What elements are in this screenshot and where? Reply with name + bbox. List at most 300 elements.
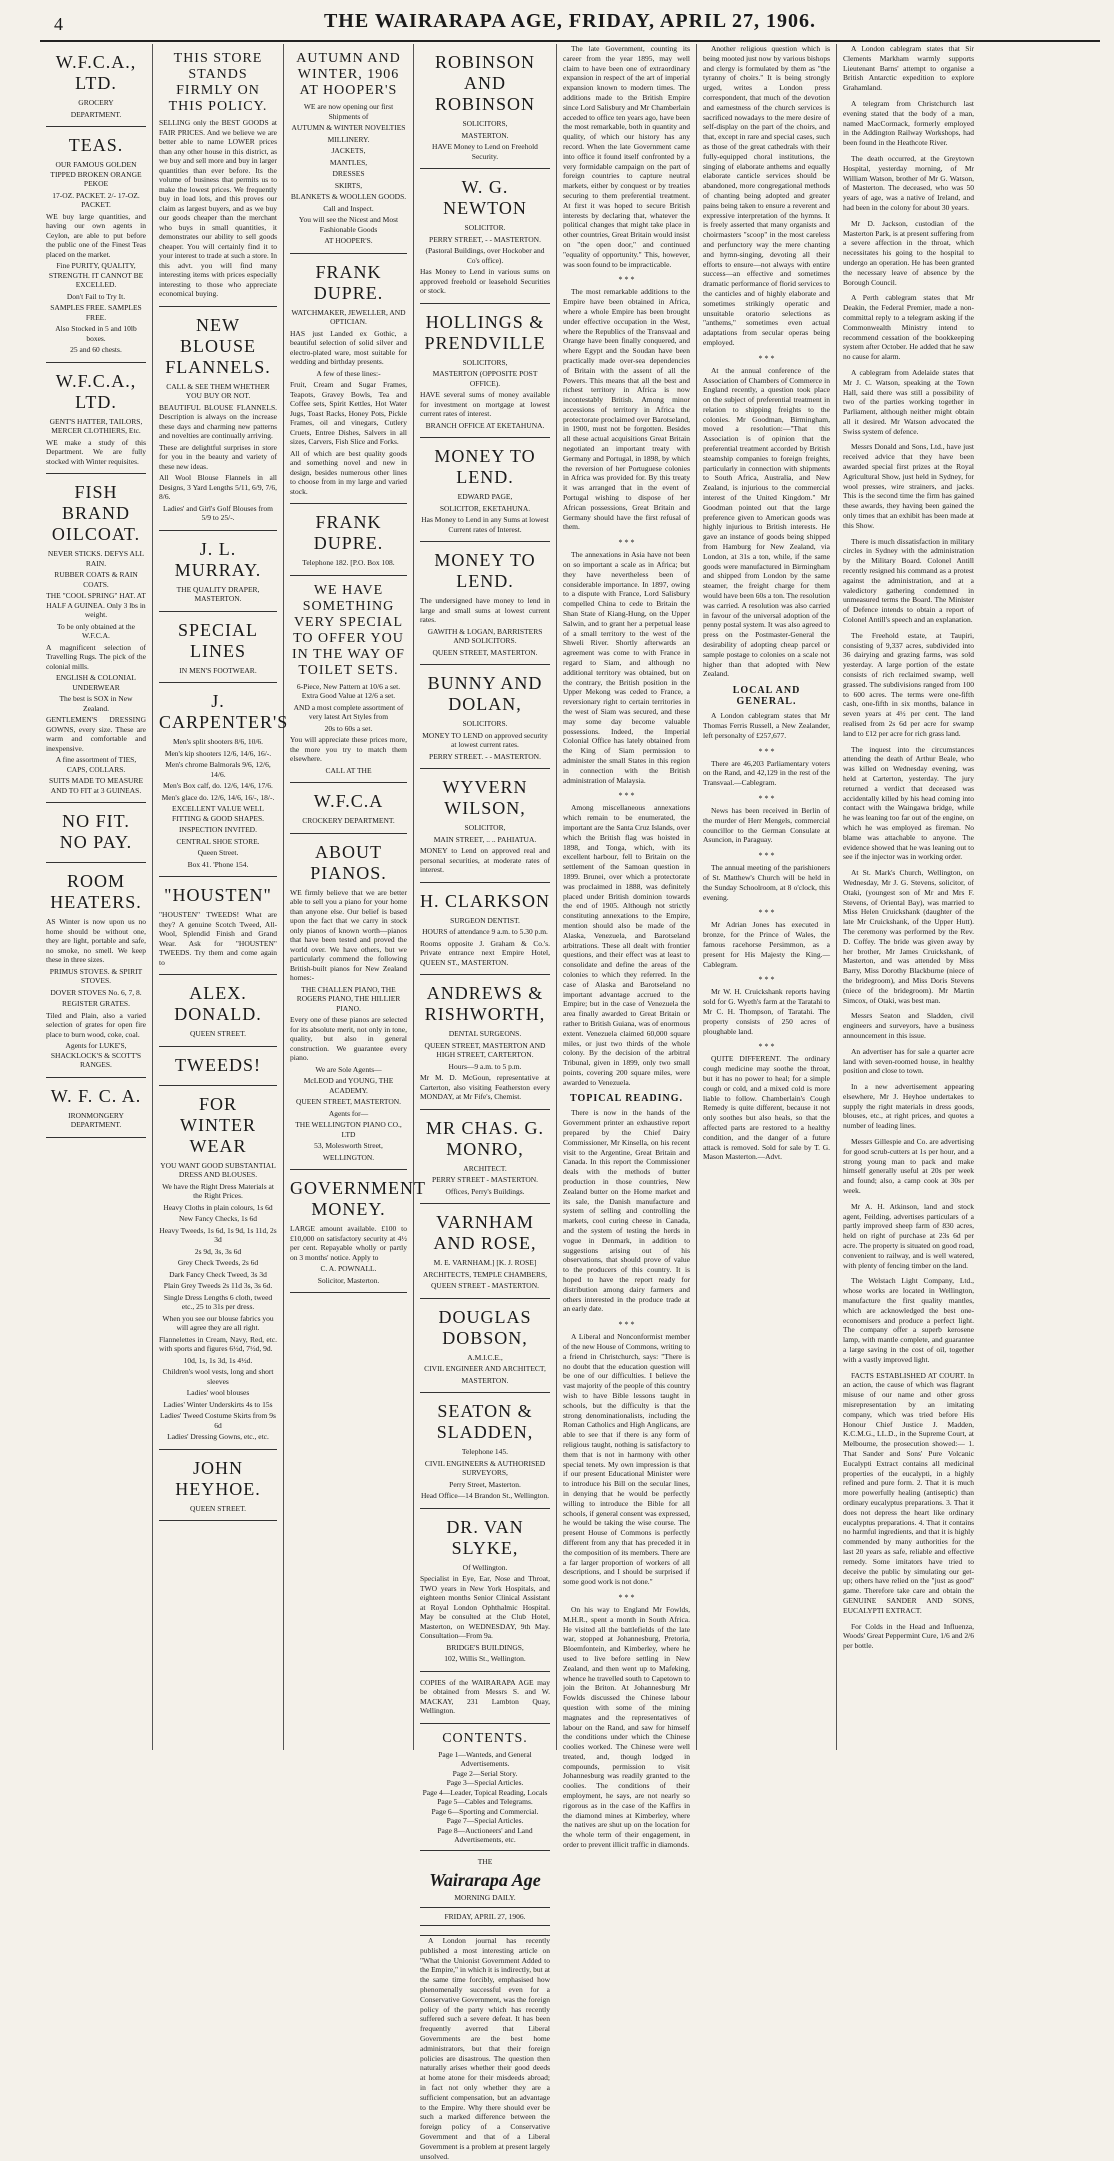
col4-ad: [420, 1110, 550, 1205]
ad-heading: W. G. NEWTON: [443, 177, 527, 218]
masthead: [40, 6, 1100, 42]
ad-text: A few of these lines:-: [316, 368, 381, 378]
local-paragraph: At St. Mark's Church, Wellington, on Wednesday, Mr J. G. Stevens, solicitor, of Otaki, (youngest son of Mr and Mrs F. Stevens, of Oriental Bay), was married to Miss Helen Cruickshank (daughter of the late Mr Cruickshank, of the Upper Hutt). The ceremony was performed by the Rev. D. Coffey. The bride was given away by her brother, Mr James Cruickshank, of Masterton, and was attended by Miss Barry, Miss Dorothy Blackburne (niece of the bridegroom), and Miss Doris Stevens (niece of the bridegroom). Mr Martin Simcox, of Otaki, was best man.: [843, 868, 974, 1005]
ad-text: CALL & SEE THEM WHETHER YOU BUY OR NOT.: [166, 381, 270, 400]
ad-text: Single Dress Lengths 6 cloth, tweed etc., 25 to 31s per dress.: [163, 1292, 273, 1311]
col2-ad: [159, 307, 277, 531]
col2-ad: [159, 975, 277, 1047]
ad-text: McLEOD and YOUNG, THE ACADEMY.: [303, 1076, 394, 1095]
ad-text: THE CHALLEN PIANO, THE ROGERS PIANO, THE HILLIER PIANO.: [296, 984, 401, 1013]
ad-text: M. E. VARNHAM.] [K. J. ROSE]: [433, 1258, 537, 1267]
topical-reading: [563, 1108, 690, 1849]
ad-text: ENGLISH & COLONIAL UNDERWEAR: [56, 673, 136, 692]
ad-text: The best is SOX in New Zealand.: [59, 694, 133, 713]
col2-ad: [159, 877, 277, 975]
ad-text: DEPARTMENT.: [70, 109, 122, 119]
col2-ad: [159, 531, 277, 612]
ad-text: EDWARD PAGE,: [457, 492, 513, 501]
ad-text: The undersigned have money to lend in large and small sums at lowest current rates.: [420, 596, 550, 624]
contents-item: Page 4—Leader, Topical Reading, Locals: [422, 1787, 548, 1797]
column-3: [284, 44, 426, 1750]
ad-text: SELLING only the BEST GOODS at FAIR PRICES. And we believe we are better able to name LOWER prices than any other house in this district, as we buy and sell more and buy in larger quantities than ever before. Its the volume of business that permits us to make the lowest prices. We frequently buy in load lots, and this proves our claim as largest buyers, and as we buy our goods cheaper than the merchant who buys in small quantities, it demonstrates our ability to sell goods cheaper. You will certainly find it to your interest to trade at such a store. In this advt. you will find many interesting items with prices especially interesting to those who appreciate economical buying.: [159, 118, 277, 298]
ad-text: Queen Street.: [197, 848, 239, 857]
ad-heading: TEAS.: [68, 135, 124, 155]
ad-text: BLANKETS & WOOLLEN GOODS.: [290, 192, 407, 201]
ad-text: We are Sole Agents—: [315, 1064, 382, 1074]
ad-text: 2s 9d, 3s, 3s 6d: [194, 1246, 242, 1256]
ad-text: Box 41. 'Phone 154.: [187, 859, 249, 869]
ad-text: Men's split shooters 8/6, 10/6.: [172, 737, 264, 746]
ad-text: IN MEN'S FOOTWEAR.: [179, 665, 257, 675]
ad-text: GAWITH & LOGAN, BARRISTERS AND SOLICITORS.: [427, 626, 543, 645]
ad-text: Agents for—: [328, 1108, 369, 1118]
ad-text: Telephone 145.: [461, 1447, 509, 1456]
ad-text: PERRY STREET, - - MASTERTON.: [429, 234, 541, 244]
topical-paragraph: A Liberal and Nonconformist member of the new House of Commons, writing to a friend in Christchurch, says: "There is no doubt that the education question will be one of our difficulties. I believe the vast majority of the people of this country wish to have Bible lessons taught in schools, but the difficulty is that the strong denominationalists, including the Roman Catholics and High Anglicans, are able to see that if there is any form of religious taught, nothing is satisfactory to them that is not in harmony with other special tenets. My own impression is that if our present Educational Minister were to introduce his Bill on the secular lines, in denying that he would be perfectly willing to introduce the Bible for all schools, if general consent was expressed, he would be taking the wise course. The present House of Commons is perfectly different from any that has preceded it in the composition of its members. There are a far larger proportion of workers of all descriptions, and I should be surprised if some good work is not done.": [563, 1332, 690, 1587]
separator-stars: * * *: [618, 791, 635, 801]
ad-text: ARCHITECTS, TEMPLE CHAMBERS,: [422, 1269, 548, 1279]
contents-item: Page 3—Special Articles.: [446, 1778, 524, 1787]
ad-text: BEAUTIFUL BLOUSE FLANNELS. Description is always on the increase these days and charming new patterns and novelties are continually arriving.: [159, 402, 277, 440]
ad-text: HOURS of attendance 9 a.m. to 5.30 p.m.: [422, 927, 548, 936]
ad-heading: MONEY TO LEND.: [434, 446, 536, 487]
ad-heading: THIS STORE STANDS FIRMLY ON THIS POLICY.: [168, 51, 268, 114]
ad-text: DOVER STOVES No. 6, 7, 8.: [50, 987, 142, 997]
local-paragraph: There are 46,203 Parliamentary voters on the Rand, and 42,129 in the rest of the Transvaal.—Cablegram.: [703, 758, 830, 788]
column-7: [837, 44, 980, 1750]
ad-text: DENTAL SURGEONS.: [448, 1029, 522, 1038]
col4-ad: [420, 1204, 550, 1299]
local-paragraph: A telegram from Christchurch last evening stated that the body of a man, named MacCormack, formerly employed in the Addington Railway Workshops, had been found in the Heathcote River.: [843, 98, 974, 148]
ad-text: 20s to 60s a set.: [324, 723, 373, 733]
ad-text: New Fancy Checks, 1s 6d: [178, 1214, 258, 1223]
col4-ad: [420, 1393, 550, 1509]
ad-heading: ABOUT PIANOS.: [310, 841, 387, 883]
column-2: [153, 44, 289, 1750]
local-paragraph: News has been received in Berlin of the murder of Herr Mengels, commercial councillor to the German Consulate at Asuncion, in Paraguay.: [703, 805, 830, 845]
ad-text: SAMPLES FREE. SAMPLES FREE.: [50, 303, 142, 322]
ad-text: Ladies' Tweed Costume Skirts from 9s 6d: [160, 1411, 276, 1430]
contents-item: Page 5—Cables and Telegrams.: [437, 1797, 533, 1806]
ad-text: QUEEN STREET, MASTERTON.: [295, 1097, 402, 1106]
ad-text: You will appreciate these prices more, the more you try to match them elsewhere.: [290, 735, 407, 763]
col3-ad: [290, 44, 407, 254]
local-paragraph: QUITE DIFFERENT. The ordinary cough medicine may soothe the throat, but it has no power to heal; for a simple cough or cold, and a mixed cold is more liable to follow. Chamberlain's Cough Remedy is quite different, because it not only soothes but also heals, so that the affected parts are restored to a healthy condition, and the danger of a future attack is removed. Sold for sale by T. G. Mason Masterton.—Advt.: [703, 1054, 830, 1162]
masthead-title: THE WAIRARAPA AGE, FRIDAY, APRIL 27, 1906.: [323, 10, 817, 32]
separator-stars: * * *: [758, 353, 775, 363]
ad-heading: AUTUMN AND WINTER, 1906 AT HOOPER'S: [296, 51, 401, 98]
ad-heading: BUNNY AND DOLAN,: [427, 673, 543, 714]
ad-text: THE QUALITY DRAPER, MASTERTON.: [176, 584, 260, 603]
ad-heading: GOVERNMENT MONEY.: [290, 1178, 426, 1219]
ad-text: HAVE several sums of money available for investment on mortgage at lowest current rates of interest.: [420, 390, 550, 418]
ad-text: QUEEN STREET - MASTERTON.: [430, 1281, 540, 1290]
ad-text: Telephone 182. [P.O. Box 108.: [302, 558, 395, 567]
ad-heading: NO FIT. NO PAY.: [59, 811, 133, 852]
nameplate-date: FRIDAY, APRIL 27, 1906.: [444, 1911, 526, 1921]
ad-text: PRIMUS STOVES. & SPIRIT STOVES.: [49, 966, 143, 985]
ad-text: A magnificent selection of Travelling Rugs. The pick of the colonial mills.: [46, 642, 146, 671]
ad-heading: DOUGLAS DOBSON,: [438, 1306, 532, 1348]
ad-text: SOLICITOR,: [464, 823, 506, 832]
ad-text: Also Stocked in 5 and 10lb boxes.: [55, 324, 137, 343]
contents-item: Page 2—Serial Story.: [452, 1768, 518, 1778]
contents-item: Page 6—Sporting and Commercial.: [431, 1806, 539, 1816]
ad-text: 25 and 60 chests.: [70, 345, 122, 354]
local-paragraph: FACTS ESTABLISHED AT COURT. In an action, the cause of which was flagrant misuse of our name and other gross misrepresentation by an imitating company, which was tried before His Honour Chief Justice J. Madden, K.C.M.G., LL.D., in the Supreme Court, at Melbourne, the prosecution showed:— 1. That Sander and Sons' Pure Volcanic Eucalypti Extract contains all medicinal properties of the eucalypti, in a highly refined and pure form. 2. That it is much more powerfully healing (antiseptic) than ordinary eucalyptus preparations. 3. That it does not depress the heart like ordinary eucalyptus preparations. 4. That it contains no harmful ingredients, and that it is highly commended by many authorities for the last 20 years as safe, reliable and effective remedy. Some imitators have tried to deceive the public by simulating our get-up; others have relied on the "just as good" game. Therefore take care and obtain the GENUINE SANDER AND SONS, EUCALYPTI EXTRACT.: [843, 1370, 974, 1615]
ad-text: INSPECTION INVITED.: [179, 825, 257, 834]
col4-ad: [420, 883, 550, 976]
ad-text: Offices, Perry's Buildings.: [445, 1186, 525, 1196]
col3-ad: [290, 576, 407, 784]
col4-ad: [420, 542, 550, 665]
col3-ad: [290, 834, 407, 1171]
local-paragraph: The inquest into the circumstances attending the death of Arthur Beale, who was killed on Wednesday evening, was held at Carterton, yesterday. The jury returned a verdict that deceased was accidentally killed by his head coming into contact with the Waingawa bridge, while he was leaning too far out of the engine, on which he was employed as fireman. No blame was attachable to anyone. The evidence showed that he was leaning out to see if the injector was in working order.: [843, 744, 974, 862]
ad-text: SOLICITORS.: [462, 719, 508, 728]
separator-stars: * * *: [758, 746, 775, 756]
ad-text: Heavy Cloths in plain colours, 1s 6d: [163, 1202, 273, 1212]
ad-text: NEVER STICKS. DEFYS ALL RAIN.: [47, 549, 145, 568]
ad-text: AT HOOPER'S.: [324, 236, 373, 245]
ad-text: ARCHITECT.: [463, 1163, 507, 1173]
col1-ad: [46, 863, 146, 1078]
ad-text: GENTLEMEN'S DRESSING GOWNS, every size. These are warm and comfortable and inexpensive.: [46, 715, 146, 753]
col2-ad: [159, 1047, 277, 1086]
ad-text: (Pastoral Buildings, over Hockober and Co's office).: [425, 246, 545, 265]
article-paragraph: Another religious question which is being mooted just now by various bishops and clergy is formulated by them as "the tyranny of choirs." It is being strongly urged, writes a London press correspondent, that much of the devotion and earnestness of the church services is sacrificed nowadays to the mere desire of self-display on the part of the choirs, and that, except in rare and special cases, such as those of the great cathedrals with their fully-equipped choral institutions, the singing of elaborate anthems and equally elaborate canticle services should be abandoned, more congregational methods of chanting being adopted and greater pains being taken to ensure a reverent and expressive interpretation of the hymns. It is freely asserted that many organists and choirmasters "scoop" in the most careless and perfunctory way the mere chanting and hymn-singing, devoting all their efforts to ensure—not always with entire success—an effective and sometimes dramatic performance of florid services to the canticles and of highly elaborate and sometimes strikingly operatic and unsuitable oratorio selections as "anthems," sometimes even actual adaptations from secular operas being employed.: [703, 44, 830, 347]
col3-ad: [290, 254, 407, 505]
local-paragraph: A London cablegram states that Sir Clements Markham warmly supports Lieutenant Barns' attempt to organise a British Antarctic expedition to explore Grahamland.: [843, 44, 974, 93]
ad-text: Agents for LUKE'S, SHACKLOCK'S & SCOTT'S RANGES.: [50, 1041, 142, 1069]
local-paragraph: Mr Adrian Jones has executed in bronze, for the Prince of Wales, the famous racehorse Persimmon, as a present for His Majesty the King.—Cablegram.: [703, 920, 830, 969]
ad-heading: ROBINSON AND ROBINSON: [434, 52, 535, 114]
ad-text: A.M.I.C.E.,: [467, 1352, 503, 1362]
nameplate-the: THE: [477, 1856, 493, 1866]
ad-text: MASTERTON.: [461, 130, 509, 140]
ad-heading: ROOM HEATERS.: [50, 871, 142, 912]
ad-text: BRANCH OFFICE AT EKETAHUNA.: [425, 420, 545, 430]
local-paragraph: Messrs Gillespie and Co. are advertising for good scrub-cutters at 1s per hour, and a strong young man to pack and make himself generally useful at 20s per week and found; also, a camp cook at 30s per week.: [843, 1137, 974, 1196]
topical-paragraph: On his way to England Mr Fowlds, M.H.R., spent a month in South Africa. He visited all the battlefields of the late war, stopped at Johannesburg, Pretoria, Bloemfontein, and Kimberley, where he used to live before settling in New Zealand, and then went up to Mafeking, whence he travelled south to Capetown to join the Briton. At Johannesburg Mr Fowlds discussed the Chinese labour question with some of the mining magnates and the representatives of labour on the Rand, and saw for himself the conditions under which the Chinese coolies worked. The Chinese were well treated, and, though lodged in compounds, permission to visit Johannesburg was readily granted to the coolies. The conditions of their employment, he says, are not nearly so rigorous as in the case of the Kaffirs in the diamond mines at Kimberley, where the natives are shut up on the location for the whole term of their engagement, in order to prevent illicit traffic in diamonds.: [563, 1604, 690, 1850]
ad-heading: DR. VAN SLYKE,: [446, 1516, 524, 1558]
ad-text: Men's glace do. 12/6, 14/6, 16/-, 18/-.: [161, 792, 275, 802]
separator-stars: * * *: [618, 275, 635, 285]
ad-text: WE firmly believe that we are better able to sell you a piano for your home than anyone else. Our belief is based upon the fact that we carry in stock only pianos of known worth—pianos that have been tested and proved the world over. We have others, but we particularly commend the following British-built pianos for New Zealand homes:-: [290, 887, 407, 982]
col4-ad: [420, 438, 550, 542]
local-paragraph: Messrs Donald and Sons, Ltd., have just received advice that they have been awarded special first prizes at the Royal Agricultural Show, just held in Sydney, for wool presses, wire strainers, and jacks. This is the second time the firm has gained these awards, they having been gained the only times that an exhibit has been made at this Show.: [843, 442, 974, 530]
column-4: [414, 44, 557, 2161]
ad-text: Dark Fancy Check Tweed, 3s 3d: [169, 1269, 267, 1279]
ad-text: Of Wellington.: [462, 1562, 508, 1572]
col4-ad: [420, 44, 550, 169]
ad-text: SOLICITOR, EKETAHUNA.: [439, 503, 531, 513]
ad-heading: FISH BRAND OILCOAT.: [51, 482, 141, 544]
local-paragraph: For Colds in the Head and Influenza, Woods' Great Peppermint Cure, 1/6 and 2/6 per bottle.: [843, 1621, 974, 1651]
col3-ad: [290, 1170, 426, 1293]
ad-text: Hours—9 a.m. to 5 p.m.: [448, 1061, 522, 1071]
contents-list: [420, 1750, 550, 1845]
ad-text: YOU WANT GOOD SUBSTANTIAL DRESS AND BLOUSES.: [160, 1160, 276, 1179]
ad-text: CIVIL ENGINEER AND ARCHITECT,: [424, 1364, 546, 1373]
ad-text: Men's kip shooters 12/6, 14/6, 16/-.: [164, 748, 272, 758]
col4-ad: [420, 769, 550, 883]
ad-text: WE buy large quantities, and having our own agents in Ceylon, are able to put before the public one of the Finest Teas placed on the market.: [46, 211, 146, 259]
topical-paragraph: There is now in the hands of the Government printer an exhaustive report prepared by the Chief Dairy Commissioner, Mr Kinsella, on his recent visit to the Argentine, Great Britain and Canada. In this report the Commissioner deals with the methods of butter production in those countries, New Zealand butter on the Home market and its sale, the Danish manufacture and system of selling and controlling the markets, cool curing cheese in Canada, and the system of testing the herds in vogue in Denmark, in addition to suggestions arising out of his observations, that should prove of value to the producers of this country. It is hoped to have the report ready for distribution among dairy farmers and others interested in the produce trade at an early date.: [563, 1108, 690, 1314]
ad-text: 6-Piece, New Pattern at 10/6 a set. Extra Good Value at 12/6 a set.: [296, 681, 401, 700]
ad-heading: HOLLINGS & PRENDVILLE: [424, 311, 546, 353]
ad-text: MANTLES,: [329, 157, 368, 167]
ad-text: Men's Box calf, do. 12/6, 14/6, 17/6.: [163, 781, 273, 790]
ad-text: Rooms opposite J. Graham & Co.'s. Private entrance next Empire Hotel, QUEEN ST., MASTERTON.: [420, 938, 550, 967]
ad-text: To be only obtained at the W.F.C.A.: [57, 621, 135, 640]
ad-heading: W. F. C. A.: [50, 1085, 142, 1106]
ad-text: These are delightful surprises in store for you in the beauty and variety of these new ideas.: [159, 442, 277, 471]
local-paragraph: A London cablegram states that Mr Thomas Ferris Russell, a New Zealander, left personalty of £257,677.: [703, 711, 830, 740]
ad-text: C. A. POWNALL.: [320, 1264, 377, 1273]
ad-text: Specialist in Eye, Ear, Nose and Throat, TWO years in New York Hospitals, and eighteen months Senior Clinical Assistant at Royal London Ophthalmic Hospital. May be consulted at the Club Hotel, Masterton, on WEDNESDAY, 9th May. Consultation—From 9a.: [420, 1574, 550, 1640]
column-6: [697, 44, 837, 1750]
contents-item: Page 1—Wanteds, and General Advertisements.: [438, 1749, 532, 1768]
ad-text: SOLICITORS,: [462, 119, 508, 128]
ad-text: QUEEN STREET, MASTERTON.: [432, 647, 538, 657]
col4-ad: [420, 1299, 550, 1394]
ad-text: COPIES of the WAIRARAPA AGE may be obtained from Messrs S. and W. MACKAY, 231 Lambton Quay, Wellington.: [420, 1677, 550, 1715]
ad-text: SOLICITORS,: [462, 357, 508, 367]
local-paragraph: In a new advertisement appearing elsewhere, Mr J. Heyhoe undertakes to supply the right materials in dress goods, blouses, etc., at right prices, and quotes a number of leading lines.: [843, 1082, 974, 1131]
col2-ad: [159, 1086, 277, 1450]
col4-ad: [420, 1509, 550, 1672]
local-paragraph: The Welstach Light Company, Ltd., whose works are located in Wellington, manufacture the first quality mantles, which are acknowledged the best one-economisers and produce a perfect light. The company offer a superb kerosene lamp, with mantle complete, and guarantee a large saving in the cost of oil, together with a vastly improved light.: [843, 1276, 974, 1364]
ad-text: BRIDGE'S BUILDINGS,: [446, 1642, 524, 1652]
local-paragraph: Mr D. Jackson, custodian of the Masterton Park, is at present suffering from a severe affection in the throat, which necessitates his going to the hospital to undergo an operation. He has been granted the necessary leave of absence by the Borough Council.: [843, 218, 974, 287]
ad-text: All of which are best quality goods and something novel and new in design, besides numerous other lines to choose from in my large and varied stock.: [290, 448, 407, 496]
ad-text: 10d, 1s, 1s 3d, 1s 4½d.: [183, 1355, 253, 1365]
col2-ad: [159, 683, 289, 877]
ad-text: THE WELLINGTON PIANO CO., LTD: [295, 1120, 402, 1139]
local-paragraph: Mr W. H. Cruickshank reports having sold for G. Wyeth's farm at the Taratahi to Mr C. H. Thompson, of Taratahi. The property consists of 250 acres of ploughable land.: [703, 987, 830, 1036]
contents-box: [420, 1724, 550, 1851]
separator-stars: * * *: [758, 851, 775, 861]
leader-paragraph: A London journal has recently published a most interesting article on "What the Unionist Government Added to the Empire," in which it is indirectly, but at the same time forcibly, emphasised how phenomenally successful even for a Conservative Government, was the foreign policy of the party which has recently suffered such a severe defeat. It has been frequently averred that Liberal Governments are the best home administrators, but that their foreign policies are disastrous. The question then naturally arises whether their good deeds at home atone for their misdeeds abroad; in fact not only whether they are a sufficient compensation, but an advantage to the Empire. Why there should ever be such a marked difference between the foreign policy of a Conservative Government and that of a Liberal Government is a problem at present largely unsolved.: [420, 1936, 550, 2161]
locals-title: LOCAL AND GENERAL.: [732, 685, 801, 708]
ad-text: HAS just Landed ex Gothic, a beautiful selection of solid silver and electro-plated ware, most suitable for wedding and birthday presents.: [290, 328, 407, 366]
ad-text: REGISTER GRATES.: [62, 999, 130, 1008]
separator-stars: * * *: [758, 975, 775, 985]
ad-text: Flannelettes in Cream, Navy, Red, etc. with sports and figures 6½d, 7½d, 9d.: [159, 1334, 277, 1353]
ad-text: MILLINERY.: [327, 134, 370, 144]
leader-article-start: [420, 1936, 550, 2161]
ad-text: THE "COOL SPRING" HAT. AT HALF A GUINEA. Only 3 lbs in weight.: [46, 591, 146, 619]
ad-text: GROCERY: [78, 98, 114, 107]
local-general: [703, 711, 830, 1162]
ad-text: LARGE amount available. £100 to £10,000 on satisfactory security at 4½ per cent. Repayable wholly or partly on 3 months' notice. Apply to: [290, 1224, 407, 1262]
ad-heading: WYVERN WILSON,: [442, 777, 528, 818]
ad-text: PERRY STREET - MASTERTON.: [431, 1175, 539, 1184]
local-paragraph: A Perth cablegram states that Mr Deakin, the Federal Premier, made a non-committal reply to a telegram asking if the Commonwealth Ministry intend to recommend cessation of the bookkeeping system after October. He added that he saw no cause for alarm.: [843, 293, 974, 362]
ad-heading: "HOUSTEN": [164, 885, 272, 905]
contents-item: Page 7—Special Articles.: [446, 1816, 524, 1825]
ad-heading: TWEEDS!: [175, 1054, 261, 1075]
ad-text: MONEY to Lend on approved real and personal securities, at moderate rates of interest.: [420, 846, 550, 874]
leader-paragraph: The late Government, counting its career from the year 1895, may well claim to have been one of extraordinary expansion in respect of the art of imperial expansion known to modern times. The additions made to the British Empire since Lord Salisbury and Mr Chamberlain acceded to office ten years ago, have been the most remarkable, both in quantity and quality, of which our history has any record. When the late Government came into office it found itself confronted by a very formidable campaign on the part of foreign countries to capture neutral markets, either by conquest or by treaties securing to them preferential treatment. At first it was hoped to secure British interests by declaring that, whatever the political changes that might take place in other countries, Great Britain would insist on "the open door," and continued "equality of opportunity." This, however, was soon found to be impracticable.: [563, 44, 690, 269]
ad-text: You will see the Nicest and Most Fashionable Goods: [298, 215, 399, 234]
ad-text: QUEEN STREET.: [189, 1503, 247, 1513]
ad-text: MAIN STREET, .. .. PAHIATUA.: [433, 834, 537, 844]
ad-text: AS Winter is now upon us no home should be without one, they are light, portable and safe, no smoke, no smell. We keep these in three sizes.: [46, 917, 146, 964]
col3-ad: [290, 504, 407, 576]
ad-text: Ladies' Dressing Gowns, etc., etc.: [167, 1432, 269, 1441]
ad-text: IRONMONGERY DEPARTMENT.: [68, 1110, 124, 1129]
topical-title: TOPICAL READING.: [569, 1093, 684, 1105]
ad-text: Fruit, Cream and Sugar Frames, Teapots, Gravey Bowls, Tea and Coffee sets, Spirit Kettles, Hot Water Jugs, Toast Racks, Honey Pots, Pickle Frames, oil and vinegars, Cutlery Cruets, Entree Dishes, Salvers in all sizes, Carvers, Fish Slice and Forks.: [290, 380, 407, 446]
ad-text: Has Money to Lend in any Sums at lowest Current rates of Interest.: [421, 515, 549, 534]
ad-text: OUR FAMOUS GOLDEN TIPPED BROKEN ORANGE PEKOE: [50, 160, 142, 188]
ad-heading: SPECIAL LINES: [177, 619, 258, 661]
separator-stars: * * *: [618, 1320, 635, 1330]
ad-text: Call and Inspect.: [323, 203, 374, 213]
col1-ad: [46, 1078, 146, 1138]
article-paragraph: At the annual conference of the Association of Chambers of Commerce in England recently, a question took place on the subject of preferential treatment in relation to shipping freights to the colonies. Mr Goodman, Birmingham, moved a resolution:—"That this Association is of opinion that the preferential treatment accorded by British steamship companies to foreign freights, particularly in connection with shipments to South Africa, Australia, and New Zealand, is injurious to the commercial interest of the United Kingdom." Mr Goodman pointed out that the large preference given to American goods was highly injurious to British interests. He gave an instance of goods being shipped from Hamburg for New Zealand, via London, at 31s a ton, while, if the same goods were manufactured in Birmingham and shipped from London by the same steamer, the freight charge for them would have been 60s a ton. The resolution was carried. A resolution was also carried in favour of the universal adoption of the penny postal system. It was also agreed to press on the Postmaster-General the desirability of adopting cheap parcel or sample postage to colonies on a scale not higher than that adopted with New Zealand.: [703, 365, 830, 679]
col4-ad: [420, 975, 550, 1110]
col1-ad: [46, 474, 146, 803]
ad-heading: FOR WINTER WEAR: [180, 1093, 256, 1156]
ad-text: GENT'S HATTER, TAILORS, MERCER CLOTHIERS, Etc.: [49, 416, 143, 435]
ad-text: CROCKERY DEPARTMENT.: [302, 816, 395, 825]
ad-text: JACKETS,: [331, 146, 366, 155]
ad-text: QUEEN STREET.: [189, 1029, 247, 1038]
ad-text: "HOUSTEN" TWEEDS! What are they? A genuine Scotch Tweed, All-Wool, Splendid Finish and Grand Wear. Ask for "HOUSTEN" TWEEDS. Try them and come again to: [159, 910, 277, 967]
ad-text: All Wool Blouse Flannels in all Designs, 3 Yard Lengths 5/11, 6/9, 7/6, 8/6.: [159, 473, 277, 501]
local-paragraph: There is much dissatisfaction in military circles in Sydney with the administration by the Military Board. Colonel Antill recently resigned his command as a protest against the administration, and at a valedictory gathering condemned in unmeasured terms the Board. The Minister of Defence intends to obtain a report of Colonel Antill's speech and an explanation.: [843, 536, 974, 625]
col4-ad: [420, 665, 550, 769]
ad-heading: W.F.C.A., LTD.: [55, 52, 137, 93]
ad-text: Plain Grey Tweeds 2s 11d 3s, 3s 6d.: [163, 1281, 273, 1290]
ad-text: Has Money to Lend in various sums on approved freehold or leasehold Securities or stock.: [420, 267, 550, 295]
col2-ad: [159, 44, 277, 307]
col4-ad: [420, 1672, 550, 1724]
ad-heading: J. L. MURRAY.: [174, 538, 262, 580]
local-paragraph: A cablegram from Adelaide states that Mr J. C. Watson, speaking at the Town Hall, said there was still a possibility of two of the parties working together in Parliament, although neither might obtain all it desired. Mr Watson advocated the Swiss system of defence.: [843, 367, 974, 436]
ad-text: Every one of these pianos are selected for its absolute merit, not only in tone, quality, but also in general construction. We guarantee every piano.: [290, 1015, 407, 1062]
page-number: 4: [54, 14, 63, 34]
ad-heading: ANDREWS & RISHWORTH,: [424, 983, 546, 1024]
ad-text: AUTUMN & WINTER NOVELTIES: [291, 123, 406, 132]
ad-text: SOLICITOR.: [464, 223, 506, 232]
ad-heading: H. CLARKSON: [420, 890, 551, 911]
ad-text: When you see our blouse fabrics you will agree they are all right.: [162, 1313, 274, 1332]
ad-heading: W.F.C.A., LTD.: [55, 370, 137, 412]
col1-ad: [46, 363, 146, 475]
ad-heading: ALEX. DONALD.: [174, 983, 262, 1024]
nameplate-sub: MORNING DAILY.: [454, 1893, 516, 1902]
ad-heading: SEATON & SLADDEN,: [436, 1401, 534, 1442]
ad-heading: WE HAVE SOMETHING VERY SPECIAL TO OFFER YOU IN THE WAY OF TOILET SETS.: [292, 582, 405, 678]
ad-text: Mr M. D. McGoun, representative at Carterton, also visiting Featherston every MONDAY, at Mr Fife's, Chemist.: [420, 1073, 550, 1101]
separator-stars: * * *: [758, 1042, 775, 1052]
ad-text: Ladies' Winter Underskirts 4s to 15s: [163, 1399, 273, 1409]
col1-ad: [46, 44, 146, 127]
ad-text: RUBBER COATS & RAIN COATS.: [54, 570, 138, 589]
ad-text: Ladies' wool blouses: [186, 1388, 250, 1397]
ad-text: 17-OZ. PACKET. 2/- 17-OZ. PACKET.: [52, 190, 140, 209]
local-paragraph: An advertiser has for sale a quarter acre land with seven-roomed house, in healthy position and close to town.: [843, 1046, 974, 1076]
separator-stars: * * *: [618, 1592, 635, 1602]
ad-heading: JOHN HEYHOE.: [175, 1457, 261, 1499]
local-paragraph: The Freehold estate, at Taupiri, consisting of 9,337 acres, subdivided into 36 dairying and grazing farms, was sold yesterday. A large portion of the estate consists of rich reclaimed swamp, well grassed. The subdivisions ranged from 100 to 600 acres. The terms were one-fifth cash, one-fifth in six months, balance in seven years at 4½ per cent. The land realised from 2s 6d per acre for swamp land to £12 per acre for rich grass land.: [843, 630, 974, 738]
ad-text: PERRY STREET. - - MASTERTON.: [429, 751, 541, 761]
ad-text: Grey Check Tweeds, 2s 6d: [177, 1258, 259, 1267]
ad-text: Heavy Tweeds, 1s 6d, 1s 9d, 1s 11d, 2s 3d: [159, 1225, 277, 1244]
nameplate-name: Wairarapa Age: [429, 1870, 541, 1890]
separator-stars: * * *: [758, 793, 775, 803]
ad-text: 53, Molesworth Street,: [314, 1141, 383, 1150]
contents-title: CONTENTS.: [442, 1730, 528, 1746]
ad-heading: J. CARPENTER'S: [159, 691, 289, 732]
ad-text: SKIRTS,: [334, 180, 363, 190]
col1-ad: [46, 127, 146, 363]
ad-text: Don't Fail to Try It.: [66, 291, 126, 301]
column-5: [557, 44, 697, 1850]
ad-text: CENTRAL SHOE STORE.: [176, 836, 260, 846]
contents-item: Page 8—Auctioneers' and Land Advertisements, etc.: [437, 1825, 533, 1844]
nameplate: [420, 1851, 550, 1937]
ad-text: WELLINGTON.: [322, 1152, 375, 1162]
ad-text: MASTERTON (OPPOSITE POST OFFICE).: [432, 369, 538, 388]
ad-text: Head Office—14 Brandon St., Wellington.: [420, 1491, 550, 1500]
ad-text: Fine PURITY, QUALITY, STRENGTH. IT CANNOT BE EXCELLED.: [48, 261, 144, 289]
ad-text: EXCELLENT VALUE WELL FITTING & GOOD SHAPES.: [171, 804, 265, 823]
separator-stars: * * *: [758, 908, 775, 918]
ad-text: CALL AT THE: [325, 765, 372, 775]
ad-text: SUITS MADE TO MEASURE AND TO FIT at 3 GUINEAS.: [48, 776, 144, 795]
ad-heading: MR CHAS. G. MONRO,: [425, 1117, 545, 1159]
ad-heading: W.F.C.A: [313, 791, 384, 811]
col4-ad: [420, 304, 550, 439]
ad-text: HAVE Money to Lend on Freehold Security.: [432, 142, 538, 161]
ad-heading: VARNHAM AND ROSE,: [433, 1212, 537, 1253]
column-1: [40, 44, 153, 1750]
col1-ad: [46, 803, 146, 863]
local-paragraph: The annual meeting of the parishioners of St. Matthew's Church will be held in the Sunday Schoolroom, at 8 o'clock, this evening.: [703, 863, 830, 902]
ad-text: 102, Willis St., Wellington.: [444, 1654, 526, 1663]
separator-stars: * * *: [618, 538, 635, 548]
ad-text: Ladies' and Girl's Golf Blouses from 5/9 to 25/-.: [163, 503, 273, 522]
col2-ad: [159, 612, 277, 684]
col3-ad: [290, 783, 407, 834]
leader-article-cont: [563, 44, 690, 1087]
ad-text: SURGEON DENTIST.: [450, 915, 520, 925]
col4-ad: [420, 169, 550, 304]
ad-text: A fine assortment of TIES, CAPS, COLLARS.: [55, 755, 137, 774]
ad-heading: NEW BLOUSE FLANNELS.: [165, 314, 271, 377]
ad-text: DRESSES: [332, 169, 365, 178]
ad-text: MONEY TO LEND on approved security at lowest current rates.: [422, 730, 548, 749]
ad-text: WATCHMAKER, JEWELLER, AND OPTICIAN.: [291, 307, 406, 326]
ad-text: QUEEN STREET, MASTERTON AND HIGH STREET, CARTERTON.: [424, 1040, 546, 1059]
ad-heading: FRANK DUPRE.: [313, 512, 384, 553]
ad-text: Perry Street, Masterton.: [449, 1479, 521, 1489]
ad-text: We have the Right Dress Materials at the Right Prices.: [162, 1181, 274, 1200]
ad-text: Men's chrome Balmorals 9/6, 12/6, 14/6.: [165, 760, 271, 779]
leader-paragraph: Among miscellaneous annexations which remain to be enumerated, the important are the Santa Cruz Islands, over which the British flag was hoisted in 1898, and Tonga, which, with its excellent harbour, fell to Britain on the settlement of the Samoan question in 1899. Brunei, over which a protectorate was proclaimed in 1888, was definitely placed under British dominion towards the end of 1905. Although not strictly constituting annexations to the Empire, mention should also be made of the Alaska, Venezuela, and Barotseland arbitrations. These all dealt with frontier questions, and their effect was at least to consolidate and define the areas of the colonies to which they referred. In the case of Alaska and Barotseland no important advantage accrued to the Empire; but in the case of Venezuela the area finally awarded to Great Britain or rather to British Guiana, was of enormous extent. Venezuela claimed 60,000 square miles, or just two thirds of the whole colony. By the decision of the arbitral Tribunal, given in 1899, only two small points, covering 200 square miles, were awarded to Venezuela.: [563, 803, 690, 1087]
local-paragraph: The death occurred, at the Greytown Hospital, yesterday morning, of Mr William Watson, brother of Mr G. Watson, of Masterton. The deceased, who was 50 years of age, was a native of Ireland, and had been in the colony for about 30 years.: [843, 153, 974, 212]
ad-heading: FRANK DUPRE.: [313, 261, 384, 303]
leader-paragraph: The annexations in Asia have not been on so important a scale as in Africa; but they have nevertheless been of considerable importance. In 1897, owing to a dispute with France, Lord Salisbury compelled China to cede to Britain the Shan State of Kiang-Hung, on the Upper Salwin, and to grant her a perpetual lease of a small territory to the west of the Shweli River. Shortly afterwards an agreement was come to with France in regard to Siam, and although no additional territory was obtained, but on the contrary, the British position in the Upper Mekong was ceded to France, a reversionary right to certain territories in the west of Siam was secured, and these may some day become valuable possessions. Indeed, the Imperial Colonial Office has lately obtained from the King of Siam permission to administer the small States in this region in connection with the British administration of Malaysia.: [563, 550, 690, 785]
ad-text: AND a most complete assortment of very latest Art Styles from: [293, 702, 404, 721]
leader-paragraph: The most remarkable additions to the Empire have been obtained in Africa, where a whole Empire has been brought under effective occupation in the West, where the Republics of the Transvaal and Orange have been finally conquered, and where Egypt and the Soudan have been practically made over-sea dependencies of Britain with the assent of all the Powers. This means that all the best and richest territory in Africa is now incontestably British. Among minor accessions of territory in Africa the protectorate proclaimed over Barotseland, in 1900, must not be forgotten. Besides all these actual acquisitions Great Britain negotiated an important treaty with Germany and Portugal, in 1898, by which the reversion of her Portuguese colonies in Africa was provided for. By this treaty it was arranged that in the event of Portugal wishing to dispose of her African possessions, Great Britain and Germany should have the first refusal of them.: [563, 287, 690, 532]
col2-ad: [159, 1450, 277, 1522]
ad-text: WE are now opening our first Shipments of: [303, 102, 394, 121]
